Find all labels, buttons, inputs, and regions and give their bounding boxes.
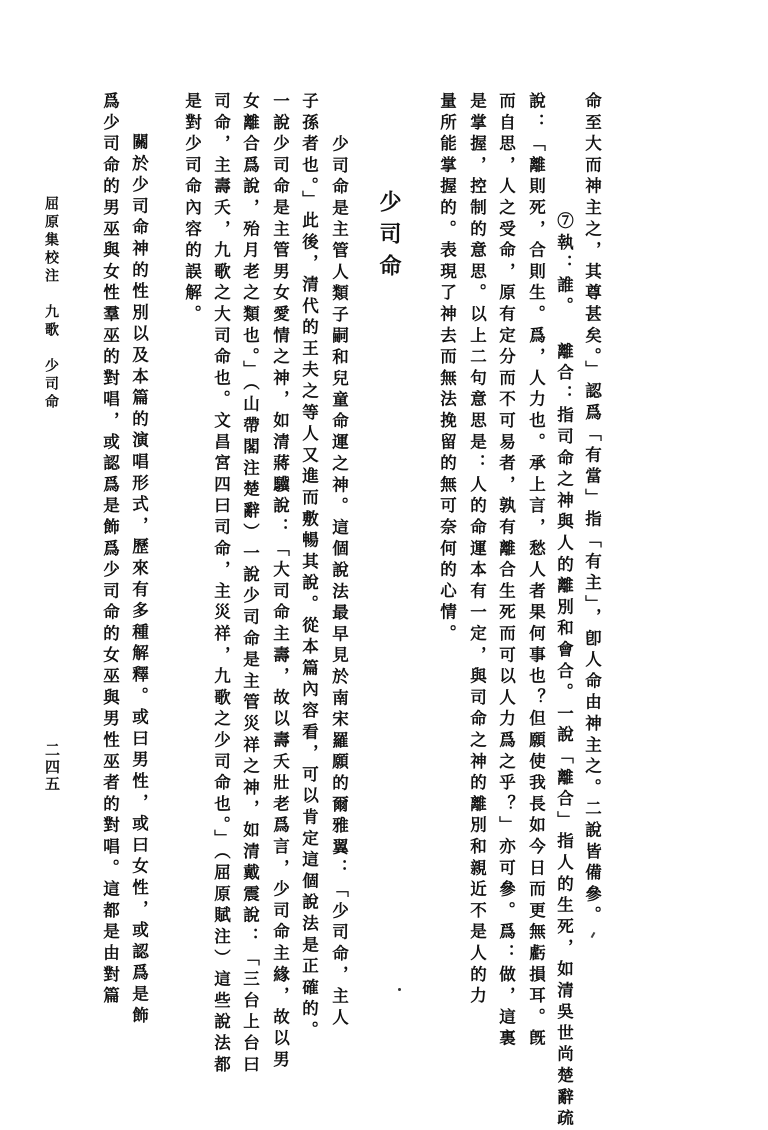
note-column xyxy=(555,212,572,1130)
note-marker: ⑦ xyxy=(554,212,574,234)
scan-speck xyxy=(398,988,401,991)
body-column-4: 女離合爲說，殆月老之類也。」（山帶閣注楚辭）一說少司命是主管災祥之神，如清戴震說：「三台上台曰 xyxy=(240,92,260,1077)
page-number: 二四五 xyxy=(43,742,61,793)
body-column-7: 關於少司命神的性別以及本篇的演唱形式，歷來有多種解釋。或曰男性，或曰女性，或認爲是飾 xyxy=(129,133,149,1028)
text-column-5: 量所能掌握的。表現了神去而無法挽留的無可奈何的心情。 xyxy=(437,92,457,646)
body-column-5: 司命，主壽夭，九歌之大司命也。文昌宮四曰司命，主災祥，九歌之少司命也。」（屈原賦注）這些說法都 xyxy=(211,92,231,1077)
text-column-4: 是掌握，控制的意思。以上二句意思是：人的命運本有一定，與司命之神的離別和親近不是人的力 xyxy=(467,92,487,1008)
body-column-8: 爲少司命的男巫與女性羣巫的對唱，或認爲是飾爲少司命的女巫與男性巫者的對唱。這都是由對篇 xyxy=(100,92,120,1008)
text-column-2: 說：「離則死，合則生。爲，人力也。承上言，愁人者果何事也？但願使我長如今日而更無虧損耳。旣 xyxy=(526,92,546,1051)
running-footer: 屈原集校注 九歌 少司命 xyxy=(43,196,59,412)
body-column-6: 是對少司命內容的誤解。 xyxy=(182,92,202,327)
section-heading: 少司命 xyxy=(376,190,402,286)
scan-mark xyxy=(591,932,596,938)
body-column-3: 一說少司命是主管男女愛情之神，如清蔣驥說：「大司命主壽，故以壽夭壯老爲言，少司命主緣，故以男 xyxy=(270,92,290,1072)
text-column-3: 而自思，人之受命，原有定分而不可易者，孰有離合生死而可以人力爲之乎？」亦可參。爲：做，這裏 xyxy=(496,92,516,1051)
body-column-2: 子孫者也。」此後，清代的王夫之等人又進而敷暢其說。從本篇內容看，可以肯定這個說法是正確的。 xyxy=(299,92,319,1043)
text-column-1: 命至大而神主之，其尊甚矣。」認爲「有當」指「有主」，卽人命由神主之。二說皆備參。 xyxy=(582,92,602,928)
note-text: 執：誰。 離合：指司命之神與人的離別和會合。一說「離合」指人的生死，如清吳世尚楚辭疏 xyxy=(554,233,574,1130)
body-column-1: 少司命是主管人類子嗣和兒童命運之神。這個說法最早見於南宋羅願的爾雅翼：「少司命，主人 xyxy=(329,135,349,1030)
